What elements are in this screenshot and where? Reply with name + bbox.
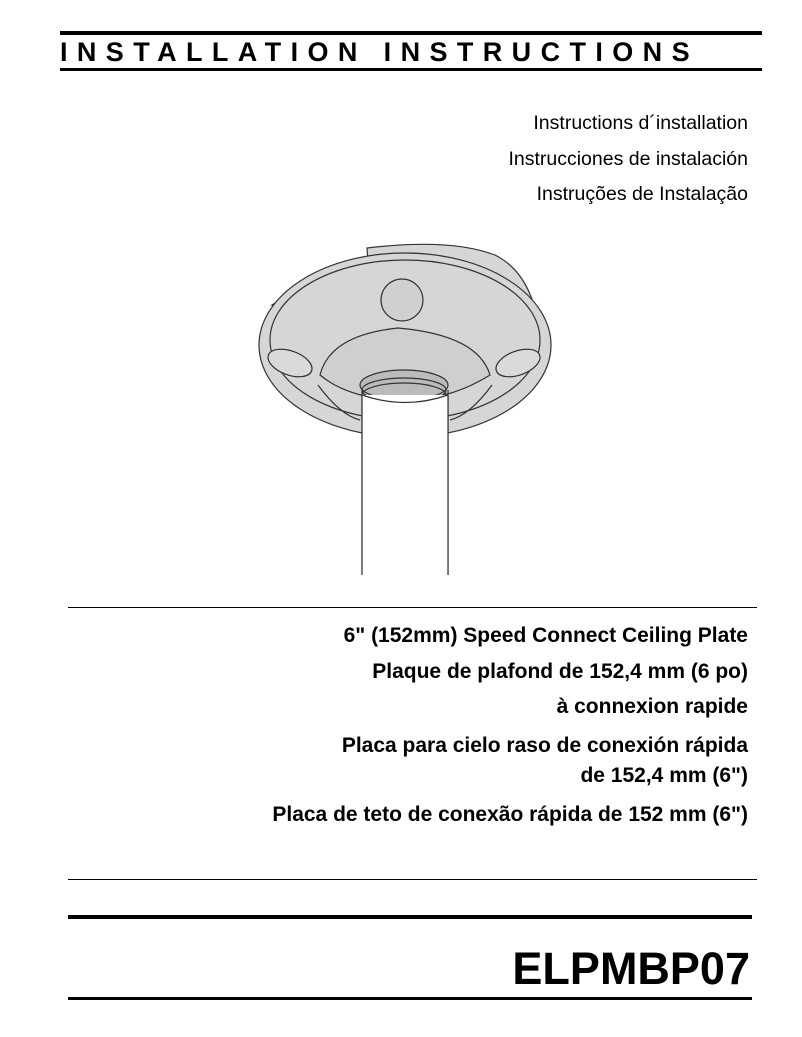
page-title: INSTALLATION INSTRUCTIONS (60, 37, 699, 67)
ceiling-plate-illustration (250, 230, 570, 580)
product-title-french-1: Plaque de plafond de 152,4 mm (6 po) (372, 660, 748, 683)
product-title-portuguese: Placa de teto de conexão rápida de 152 mm (6") (272, 803, 748, 826)
model-number: ELPMBP07 (512, 943, 750, 994)
translation-portuguese: Instruções de Instalação (536, 183, 748, 205)
translation-spanish: Instrucciones de instalación (508, 148, 748, 170)
product-title-spanish-2: de 152,4 mm (6") (580, 764, 748, 787)
model-top-rule (68, 915, 752, 919)
divider-upper (68, 607, 757, 608)
product-title-french-2: à connexion rapide (556, 695, 748, 718)
product-title-english: 6" (152mm) Speed Connect Ceiling Plate (343, 624, 748, 647)
divider-lower (68, 879, 757, 880)
model-bottom-rule (68, 997, 752, 1000)
product-title-spanish-1: Placa para cielo raso de conexión rápida (341, 734, 748, 757)
top-rule (60, 31, 762, 35)
title-underline (60, 68, 762, 71)
translation-french: Instructions d´installation (533, 112, 748, 134)
